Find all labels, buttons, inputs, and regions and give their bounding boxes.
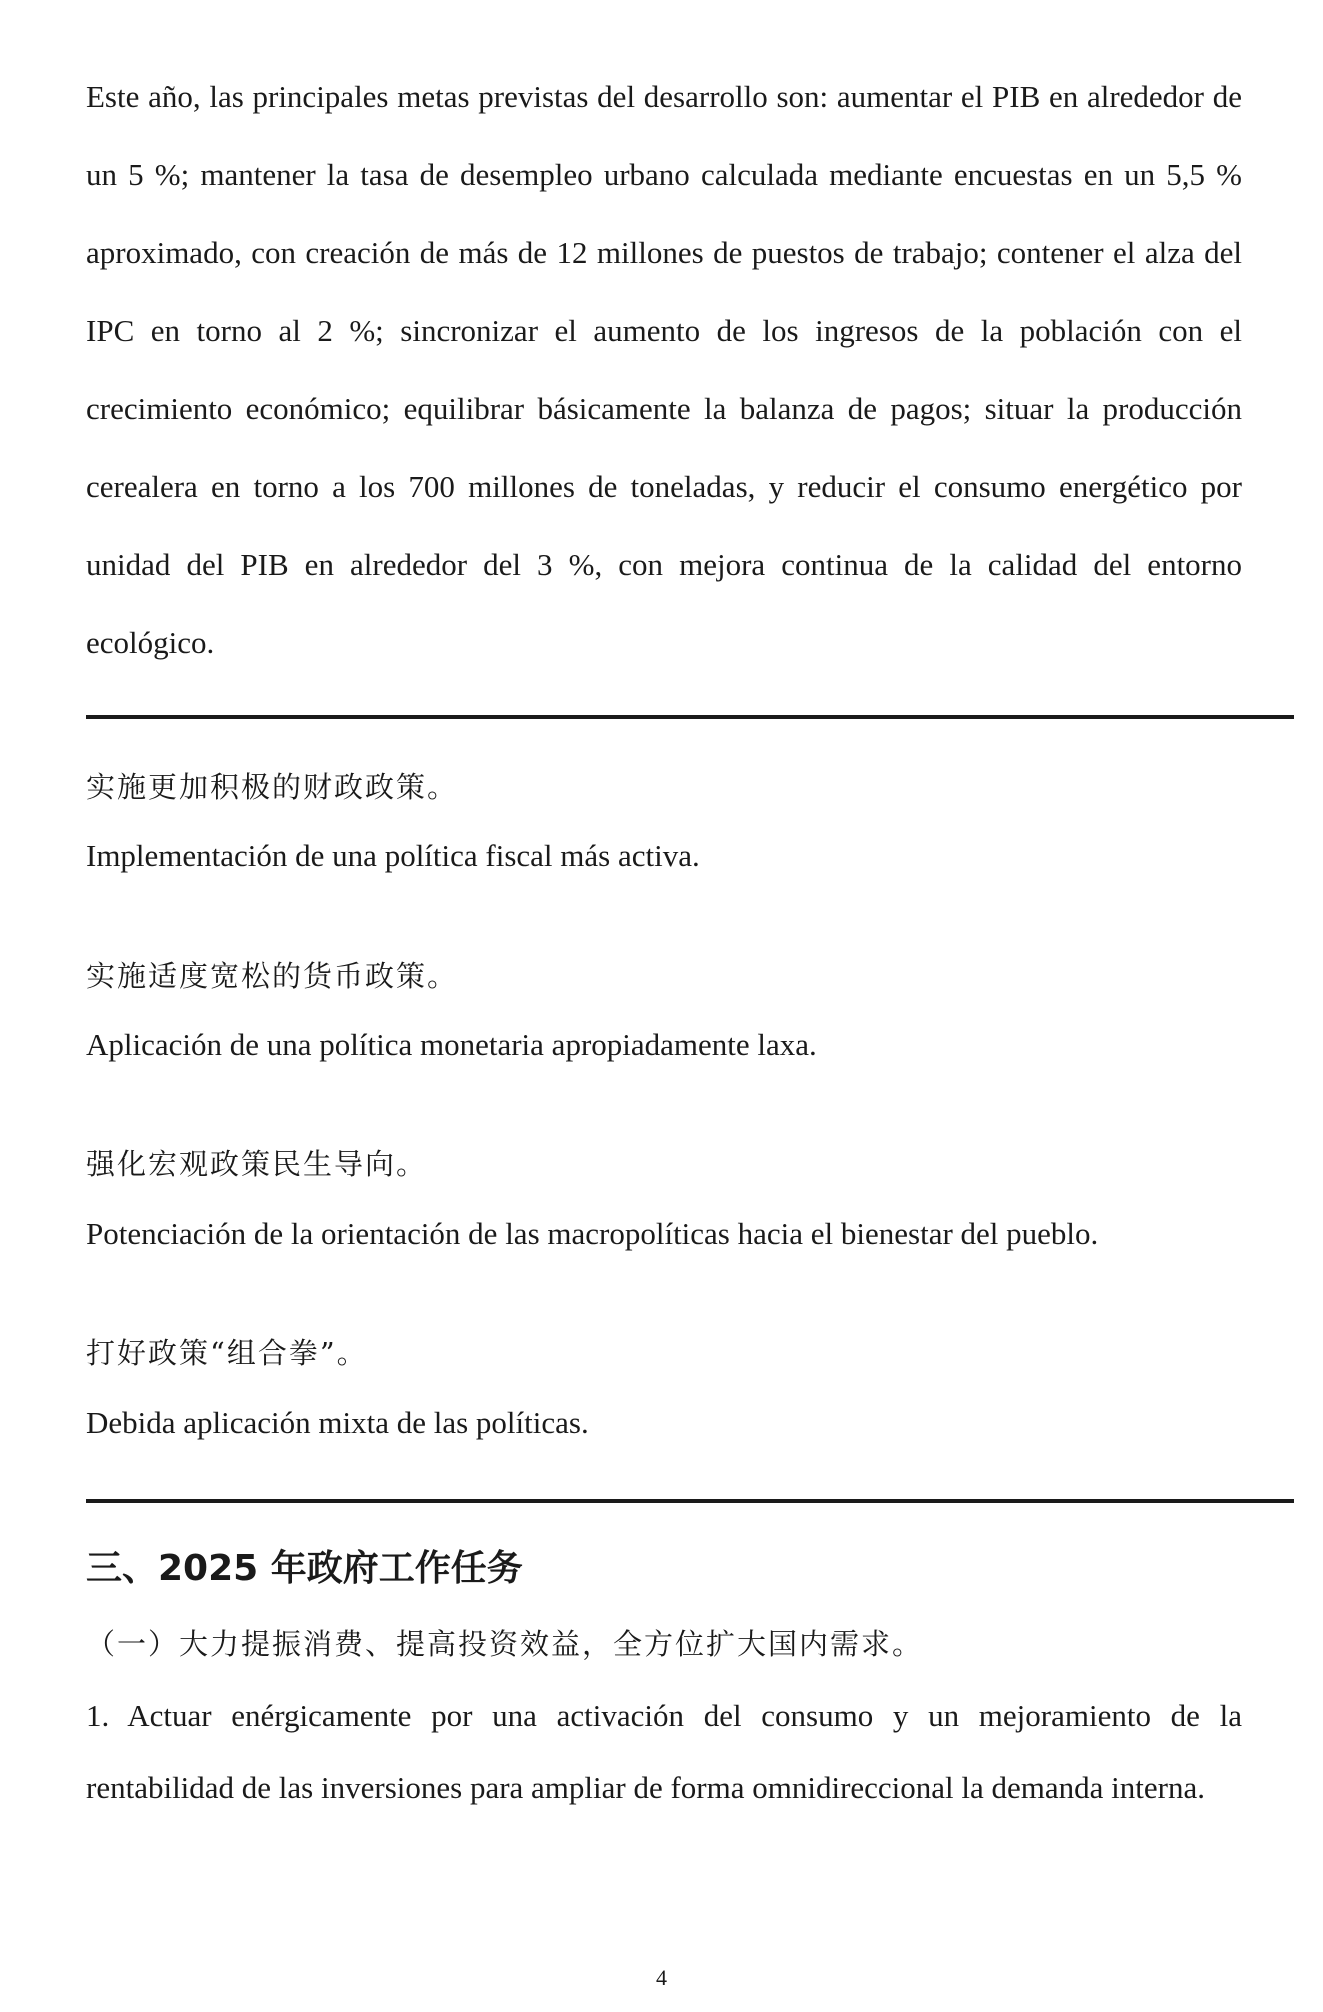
policy-chinese: 强化宏观政策民生导向。 <box>86 1147 428 1181</box>
intro-paragraph: Este año, las principales metas previstas del desarrollo son: aumentar el PIB en alrededor de un 5 %; mantener la tasa de desempleo urbano calculada mediante encuestas en un 5,5 % aproximado, con creación de más de 12 millones de puestos de trabajo; contener el alza del IPC en torno al 2 %; sincronizar el aumento de los ingresos de la población con el crecimiento económico; equilibrar básicamente la balanza de pagos; situar la producción cerealera en torno a los 700 millones de toneladas, y reducir el consumo energético por unidad del PIB en alrededor del 3 %, con mejora continua de la calidad del entorno ecológico. <box>86 79 1242 660</box>
section-heading: 三、2025 年政府工作任务 <box>86 1548 523 1589</box>
item-paragraph: 1. Actuar enérgicamente por una activación del consumo y un mejoramiento de la rentabilidad de las inversiones para ampliar de forma omnidireccional la demanda interna. <box>86 1698 1242 1805</box>
policy-spanish: Aplicación de una política monetaria apropiadamente laxa. <box>86 1027 817 1062</box>
policy-spanish: Implementación de una política fiscal más activa. <box>86 838 700 873</box>
section-divider <box>86 715 1294 719</box>
page-number: 4 <box>656 1965 667 1990</box>
policy-chinese: 实施适度宽松的货币政策。 <box>86 959 459 993</box>
policy-chinese: 实施更加积极的财政政策。 <box>86 770 459 804</box>
policy-chinese: 打好政策“组合拳”。 <box>86 1336 368 1370</box>
policy-spanish: Potenciación de la orientación de las macropolíticas hacia el bienestar del pueblo. <box>86 1216 1099 1251</box>
subsection-heading: （一）大力提振消费、提高投资效益，全方位扩大国内需求。 <box>86 1627 924 1661</box>
section-divider <box>86 1499 1294 1503</box>
policy-spanish: Debida aplicación mixta de las políticas. <box>86 1405 589 1440</box>
